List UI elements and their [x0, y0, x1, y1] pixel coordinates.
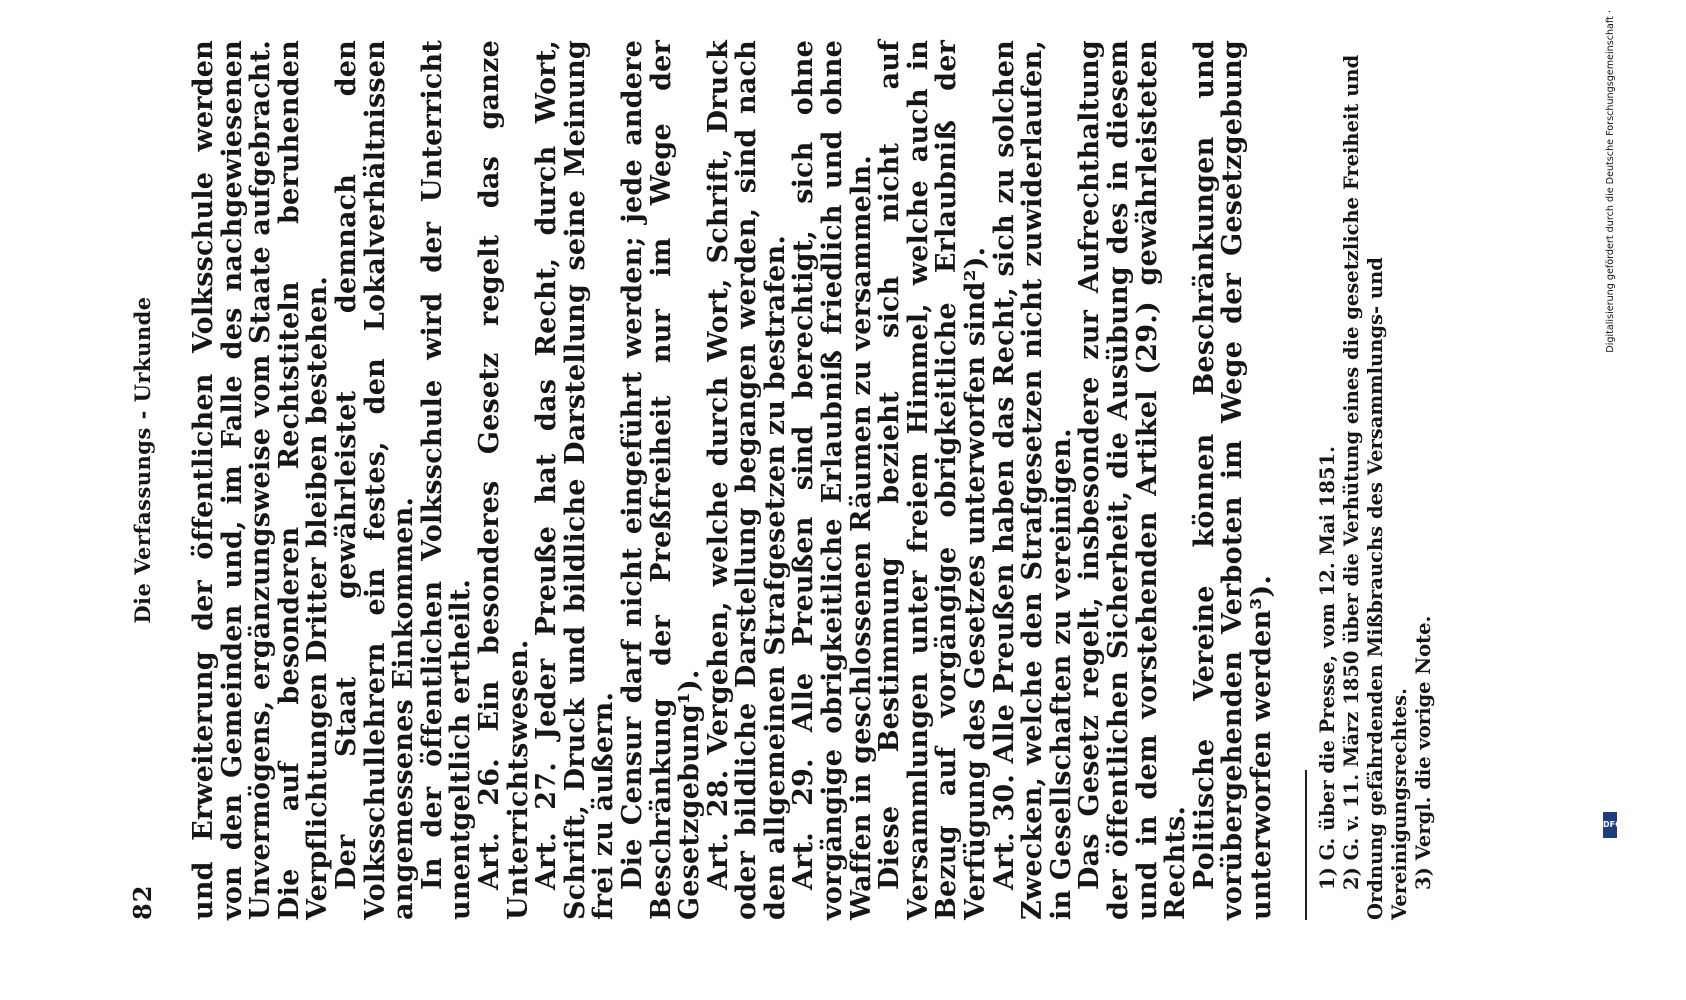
article-27: Art. 27. Jeder Preuße hat das Recht, durch Wort, Schrift, Druck und bildliche Darstellung seine Meinung frei zu äußern.: [531, 40, 620, 920]
digitization-credit-text: Digitalisierung gefördert durch die Deutsche Forschungsgemeinschaft ·: [1605, 10, 1616, 353]
paragraph: Der Staat gewährleistet demnach den Volksschullehrern ein festes, den Lokalverhältnissen angemessenes Einkommen.: [330, 40, 420, 920]
footnote-divider: [1305, 770, 1307, 920]
page-number: 82: [128, 884, 157, 920]
footnote-2: 2) G. v. 11. März 1850 über die Verhütung eines die gesetzliche Freiheit und Ordnung gefährdenden Mißbrauchs des Versammlungs- und Vereinigungsrechtes.: [1340, 54, 1411, 920]
footnote-3: 3) Vergl. die vorige Note.: [1412, 615, 1435, 890]
running-header: Die Verfassungs - Urkunde: [130, 296, 155, 624]
footnote-1: 1) G. über die Presse, vom 12. Mai 1851.: [1316, 446, 1339, 890]
paragraph: Diese Bestimmung bezieht sich nicht auf Versammlungen unter freiem Himmel, welche auch in Bezug auf vorgängige obrigkeitliche Erlaubniß der Verfügung des Gesetzes unterworfen sind²).: [874, 40, 992, 920]
dfg-logo-icon: DFG: [1603, 812, 1617, 838]
paragraph: und Erweiterung der öffentlichen Volksschule werden von den Gemeinden und, im Falle des nachgewiesenen Unvermögens, ergänzungsweise vom Staate aufgebracht. Die auf besonderen Rechtstiteln beruhenden Verpflichtungen Dritter bleiben bestehen.: [188, 40, 334, 920]
rotated-page: [90, 0, 1540, 960]
article-29: Art. 29. Alle Preußen sind berechtigt, sich ohne vorgängige obrigkeitliche Erlaubniß friedlich und ohne Waffen in geschlossenen Räumen zu versammeln.: [788, 40, 877, 920]
paragraph: In der öffentlichen Volksschule wird der Unterricht unentgeltlich ertheilt.: [416, 40, 477, 920]
paragraph: Die Censur darf nicht eingeführt werden; jede andere Beschränkung der Preßfreiheit nur im Wege der Gesetzgebung¹).: [616, 40, 706, 920]
body-text: [190, 40, 1277, 920]
article-30: Art. 30. Alle Preußen haben das Recht, sich zu solchen Zwecken, welche den Strafgesetzen nicht zuwiderlaufen, in Gesellschaften zu vereinigen.: [988, 40, 1077, 920]
digitization-credit: [1604, 10, 1618, 810]
paragraph: Politische Vereine können Beschränkungen und vorübergehenden Verboten im Wege der Gesetzgebung unterworfen werden³).: [1188, 40, 1277, 920]
paragraph: Das Gesetz regelt, insbesondere zur Aufrechthaltung der öffentlichen Sicherheit, die Ausübung des in diesem und in dem vorstehenden Artikel (29.) gewährleisteten Rechts.: [1074, 40, 1192, 920]
footnotes: [1316, 40, 1436, 920]
article-26: Art. 26. Ein besonderes Gesetz regelt das ganze Unterrichtswesen.: [473, 40, 534, 920]
article-28: Art. 28. Vergehen, welche durch Wort, Schrift, Druck oder bildliche Darstellung begangen werden, sind nach den allgemeinen Strafgesetzen zu bestrafen.: [702, 40, 791, 920]
